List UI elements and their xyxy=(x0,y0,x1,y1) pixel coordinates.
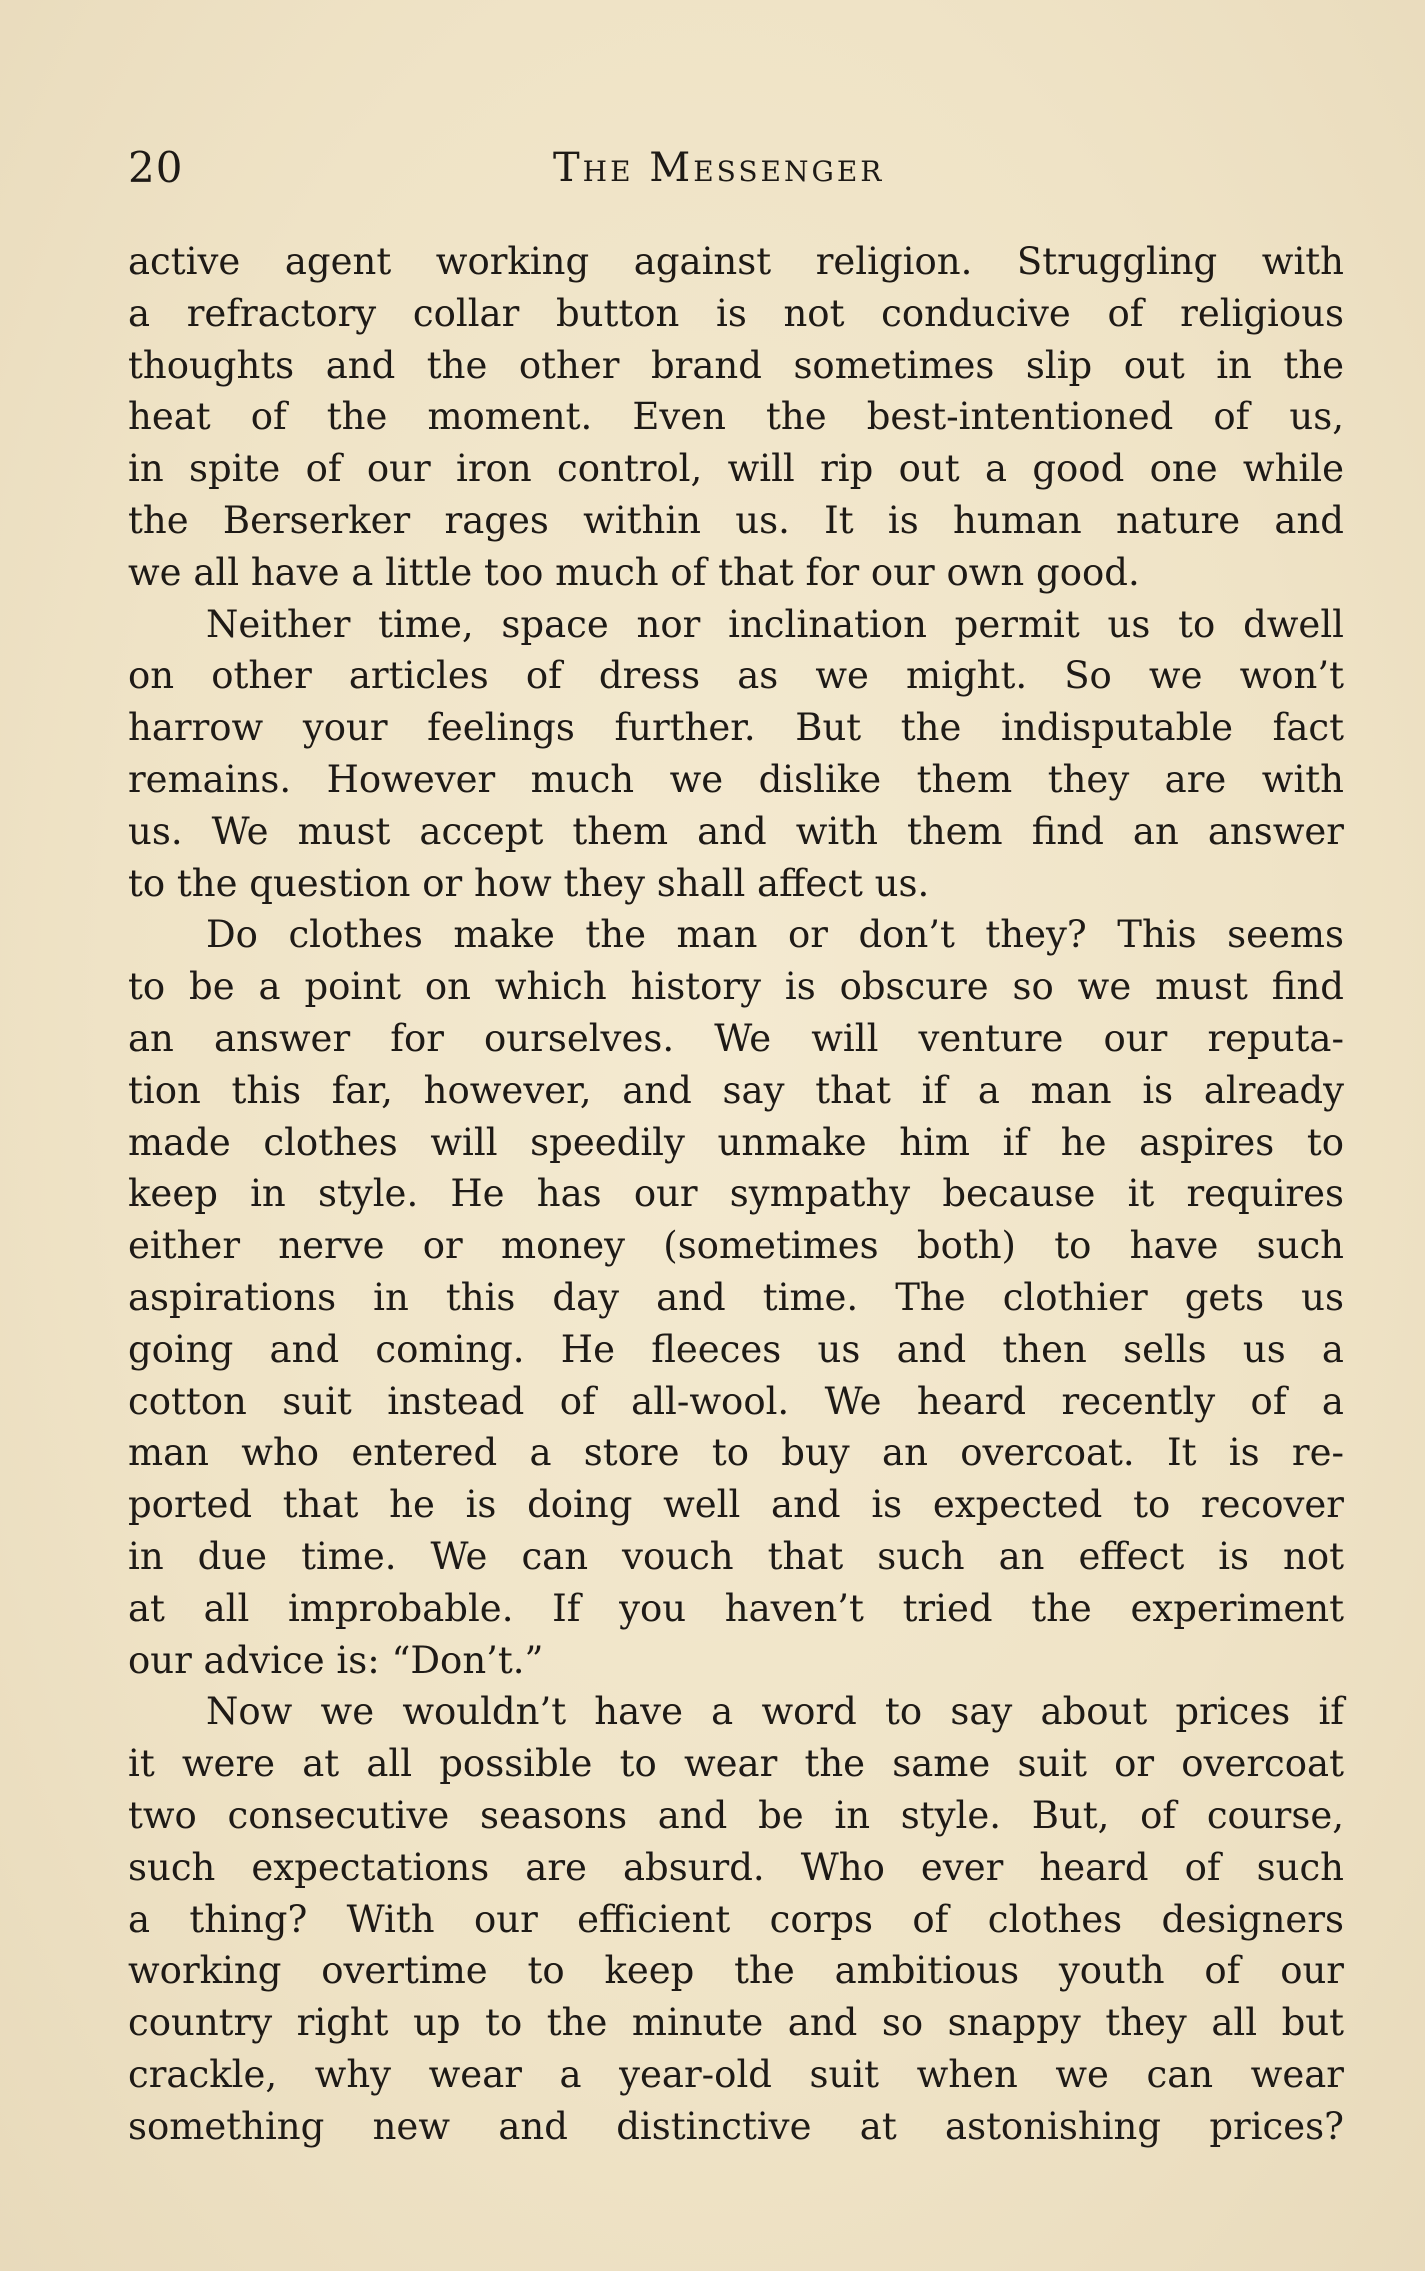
text-line: our advice is: “Don’t.” xyxy=(128,1638,544,1682)
paragraph-3 xyxy=(128,909,1344,1686)
text-line: to be a point on which history is obscure so we must find xyxy=(128,965,1344,1009)
journal-title: The Messenger xyxy=(553,145,885,191)
text-line: an answer for ourselves. We will venture our reputa- xyxy=(128,1016,1344,1060)
text-line: Now we wouldn’t have a word to say about prices if xyxy=(206,1690,1344,1734)
text-line: a thing? With our efficient corps of clothes designers xyxy=(128,1897,1344,1941)
text-line: a refractory collar button is not conducive of religious xyxy=(128,291,1344,335)
text-line: we all have a little too much of that for our own good. xyxy=(128,550,1140,594)
paragraph-2 xyxy=(128,599,1344,910)
text-line: in due time. We can vouch that such an effect is not xyxy=(128,1534,1344,1578)
text-line: it were at all possible to wear the same suit or overcoat xyxy=(128,1742,1344,1786)
text-line: made clothes will speedily unmake him if he aspires to xyxy=(128,1120,1344,1164)
text-line: thoughts and the other brand sometimes slip out in the xyxy=(128,343,1344,387)
text-line: man who entered a store to buy an overcoat. It is re- xyxy=(128,1431,1344,1475)
text-line: ported that he is doing well and is expected to recover xyxy=(128,1483,1344,1527)
text-line: such expectations are absurd. Who ever heard of such xyxy=(128,1845,1344,1889)
text-line: aspirations in this day and time. The clothier gets us xyxy=(128,1275,1344,1319)
text-line: Do clothes make the man or don’t they? This seems xyxy=(206,913,1344,957)
text-line: harrow your feelings further. But the indisputable fact xyxy=(128,706,1344,750)
text-line: either nerve or money (sometimes both) to have such xyxy=(128,1224,1344,1268)
text-line: at all improbable. If you haven’t tried the experiment xyxy=(128,1586,1344,1630)
paragraph-1 xyxy=(128,236,1344,599)
paragraph-4 xyxy=(128,1686,1344,2152)
text-line: tion this far, however, and say that if a man is already xyxy=(128,1068,1344,1112)
text-line: two consecutive seasons and be in style. But, of course, xyxy=(128,1793,1344,1837)
text-line: Neither time, space nor inclination permit us to dwell xyxy=(206,602,1344,646)
text-line: going and coming. He fleeces us and then sells us a xyxy=(128,1327,1344,1371)
text-line: heat of the moment. Even the best-intentioned of us, xyxy=(128,395,1344,439)
running-head xyxy=(128,138,1328,198)
text-line: the Berserker rages within us. It is human nature and xyxy=(128,498,1344,542)
text-line: us. We must accept them and with them find an answer xyxy=(128,809,1344,853)
text-line: country right up to the minute and so snappy they all but xyxy=(128,2001,1344,2045)
text-line: crackle, why wear a year-old suit when we can wear xyxy=(128,2052,1344,2096)
page-number: 20 xyxy=(128,143,184,192)
text-line: in spite of our iron control, will rip out a good one while xyxy=(128,447,1344,491)
text-line: cotton suit instead of all-wool. We heard recently of a xyxy=(128,1379,1344,1423)
text-line: to the question or how they shall affect us. xyxy=(128,861,930,905)
body-text xyxy=(128,236,1344,2152)
text-line: something new and distinctive at astonishing prices? xyxy=(128,2104,1344,2148)
text-line: working overtime to keep the ambitious youth of our xyxy=(128,1949,1344,1993)
text-line: remains. However much we dislike them they are with xyxy=(128,757,1344,801)
text-line: active agent working against religion. Struggling with xyxy=(128,240,1344,283)
text-line: on other articles of dress as we might. So we won’t xyxy=(128,654,1344,698)
text-line: keep in style. He has our sympathy because it requires xyxy=(128,1172,1344,1216)
